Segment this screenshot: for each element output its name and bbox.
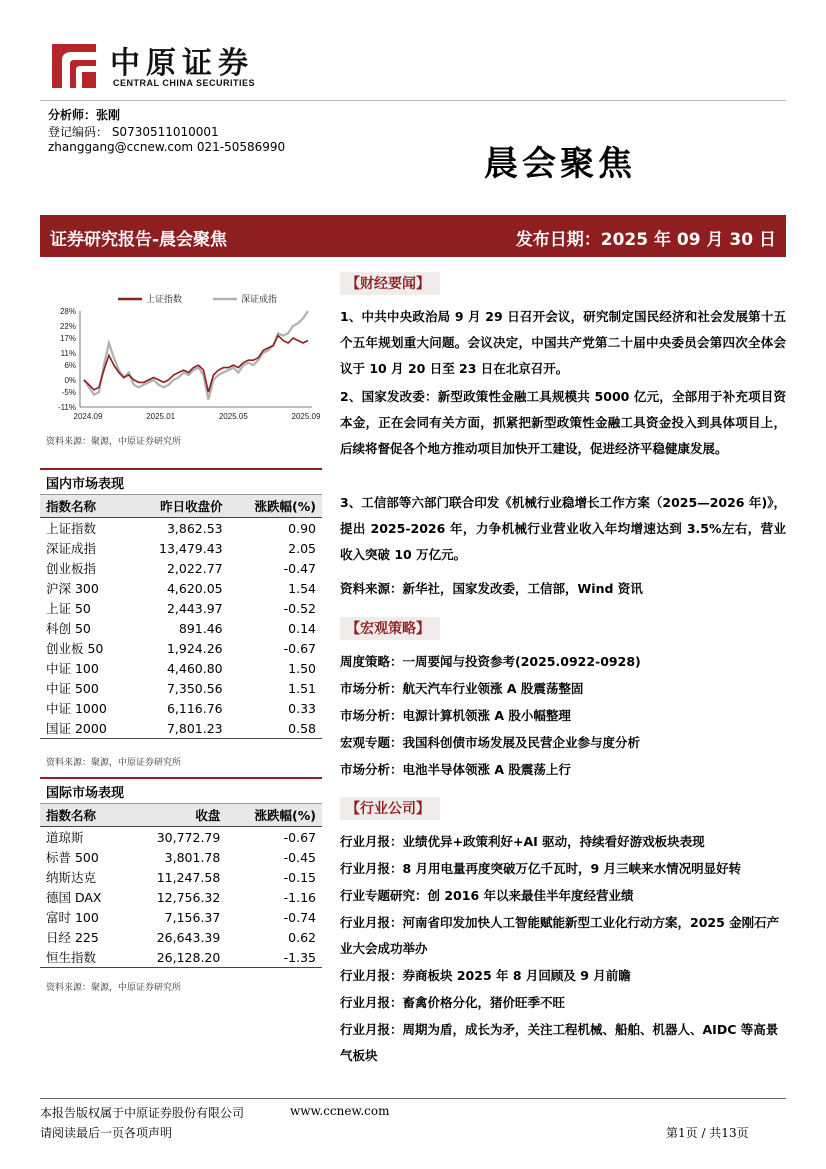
y-tick-label: 0%: [64, 375, 76, 385]
y-tick-label: 22%: [59, 321, 76, 331]
change-pct: 2.05: [288, 540, 316, 556]
index-name: 中证 500: [46, 681, 99, 696]
macro-item[interactable]: 宏观专题：我国科创债市场发展及民营企业参与度分析: [340, 735, 641, 750]
international-table-row: [40, 887, 322, 907]
change-pct: 0.14: [288, 620, 316, 636]
change-pct: -0.52: [283, 600, 316, 616]
legend-label: 深证成指: [241, 295, 278, 305]
report-type: 证券研究报告-晨会聚焦: [50, 230, 228, 250]
industry-company-heading: 【行业公司】: [340, 797, 440, 820]
analyst-name: 分析师：张刚: [48, 108, 121, 122]
y-tick-label: 17%: [59, 334, 76, 344]
close-value: 7,350.56: [166, 680, 223, 696]
company-logo-icon: [50, 40, 100, 90]
news-source: 资料来源：新华社，国家发改委，工信部，Wind 资讯: [340, 581, 643, 596]
macro-item[interactable]: 市场分析：电池半导体领涨 A 股震荡上行: [340, 762, 571, 777]
close-value: 12,756.32: [156, 889, 221, 905]
index-name: 沪深 300: [46, 581, 99, 596]
legend-label: 上证指数: [146, 295, 183, 305]
index-name: 德国 DAX: [46, 890, 102, 905]
column-header: 涨跌幅(%): [226, 804, 322, 827]
finance-news-heading: 【财经要闻】: [340, 272, 440, 295]
publish-date: 发布日期：2025 年 09 月 30 日: [515, 230, 776, 250]
analyst-contact: zhanggang@ccnew.com 021-50586990: [48, 140, 286, 154]
close-value: 4,460.80: [166, 660, 223, 676]
international-source: 资料来源：聚源，中原证券研究所: [46, 983, 182, 993]
footer-disclaimer: 请阅读最后一页各项声明: [40, 1126, 173, 1140]
index-name: 富时 100: [46, 910, 99, 925]
index-name: 创业板指: [46, 561, 97, 576]
industry-item[interactable]: 行业月报：业绩优异+政策利好+AI 驱动，持续看好游戏板块表现: [340, 834, 705, 849]
news-paragraph-2: 2、国家发改委：新型政策性金融工具规模共 5000 亿元，全部用于补充项目资本金，正在会同有关方面，抓紧把新型政策性金融工具资金投入到具体项目上，后续将督促各个地方推动项目加快开工建设，促进经济平稳健康发展。: [340, 389, 786, 456]
index-name: 深证成指: [46, 541, 97, 556]
international-table-row: [40, 847, 322, 867]
close-value: 13,479.43: [159, 540, 223, 556]
index-name: 国证 2000: [40, 718, 133, 739]
index-name: 纳斯达克: [46, 870, 97, 885]
domestic-market-table: [40, 468, 322, 739]
close-value: 2,443.97: [166, 600, 223, 616]
domestic-table-caption: 国内市场表现: [40, 469, 322, 495]
report-banner: [40, 215, 786, 257]
footer-url[interactable]: www.ccnew.com: [290, 1104, 390, 1118]
domestic-table-row: [40, 698, 322, 718]
domestic-table-row: [40, 678, 322, 698]
change-pct: -0.74: [283, 909, 316, 925]
industry-item[interactable]: 行业月报：券商板块 2025 年 8 月回顾及 9 月前瞻: [340, 968, 631, 983]
index-name: 上证 50: [46, 601, 91, 616]
index-name: 科创 50: [46, 621, 91, 636]
close-value: 7,156.37: [164, 909, 221, 925]
index-name: 标普 500: [46, 850, 99, 865]
y-tick-label: 11%: [60, 348, 76, 358]
close-value: 1,924.26: [166, 640, 223, 656]
change-pct: -0.15: [283, 869, 316, 885]
change-pct: 0.90: [288, 520, 316, 536]
change-pct: -1.16: [283, 889, 316, 905]
industry-item[interactable]: 行业月报：8 月用电量再度突破万亿千瓦时，9 月三峡来水情况明显好转: [340, 861, 742, 876]
x-tick-label: 2024.09: [73, 412, 103, 421]
change-pct: 0.62: [288, 929, 316, 945]
index-name: 日经 225: [46, 930, 99, 945]
index-name: 中证 1000: [46, 701, 107, 716]
close-value: 3,862.53: [166, 520, 223, 536]
x-tick-label: 2025.01: [146, 412, 176, 421]
close-value: 11,247.58: [156, 869, 221, 885]
change-pct: -0.47: [283, 560, 316, 576]
macro-item[interactable]: 周度策略：一周要闻与投资参考(2025.0922-0928): [340, 654, 641, 669]
registration-code: 登记编码： S0730511010001: [48, 125, 219, 139]
close-value: 7,801.23: [133, 718, 229, 739]
domestic-table-row: [40, 718, 322, 739]
column-header: 指数名称: [40, 804, 128, 827]
domestic-table-row: [40, 538, 322, 558]
domestic-table-row: [40, 618, 322, 638]
close-value: 891.46: [178, 620, 223, 636]
change-pct: 0.33: [288, 700, 316, 716]
domestic-table-row: [40, 578, 322, 598]
close-value: 6,116.76: [166, 700, 223, 716]
international-market-table: [40, 777, 322, 968]
close-value: 2,022.77: [166, 560, 223, 576]
y-tick-label: 28%: [59, 307, 76, 316]
macro-strategy-heading: 【宏观策略】: [340, 617, 440, 640]
industry-item[interactable]: 行业月报：周期为盾，成长为矛，关注工程机械、船舶、机器人、AIDC 等高景气板块: [340, 1022, 779, 1063]
column-header: 涨跌幅(%): [229, 495, 322, 518]
macro-item[interactable]: 市场分析：电源计算机领涨 A 股小幅整理: [340, 708, 571, 723]
column-header: 指数名称: [40, 495, 133, 518]
close-value: 26,128.20: [128, 947, 226, 968]
y-tick-label: -5%: [61, 388, 76, 398]
change-pct: -1.35: [226, 947, 322, 968]
domestic-source: 资料来源：聚源，中原证券研究所: [46, 758, 182, 768]
change-pct: 1.51: [288, 680, 316, 696]
domestic-table-header: [40, 495, 322, 518]
index-name: 道琼斯: [46, 830, 84, 845]
column-header: 昨日收盘价: [133, 495, 229, 518]
x-tick-label: 2025.05: [218, 412, 248, 421]
footer-copyright: 本报告版权属于中原证券股份有限公司: [40, 1106, 245, 1120]
change-pct: -0.67: [283, 640, 316, 656]
index-name: 恒生指数: [40, 947, 128, 968]
domestic-table-row: [40, 638, 322, 658]
chart-background: [40, 285, 322, 430]
index-name: 中证 100: [46, 661, 99, 676]
close-value: 4,620.05: [166, 580, 223, 596]
international-table-row: [40, 827, 322, 848]
domestic-table-row: [40, 558, 322, 578]
international-table-row: [40, 867, 322, 887]
close-value: 3,801.78: [164, 849, 221, 865]
index-name: 上证指数: [46, 521, 97, 536]
close-value: 26,643.39: [156, 929, 221, 945]
y-tick-label: 6%: [64, 361, 76, 371]
change-pct: -0.45: [283, 849, 316, 865]
header-divider: [40, 100, 786, 101]
industry-item[interactable]: 行业月报：河南省印发加快人工智能赋能新型工业化行动方案，2025 金刚石产业大会成功举办: [340, 915, 780, 956]
news-paragraph-1: 1、中共中央政治局 9 月 29 日召开会议，研究制定国民经济和社会发展第十五个五年规划重大问题。会议决定，中国共产党第二十届中央委员会第四次全体会议于 10 月 20 日至 23 日在北京召开。: [340, 309, 786, 376]
international-table-row: [40, 947, 322, 968]
index-name: 创业板 50: [46, 641, 104, 656]
close-value: 30,772.79: [156, 829, 221, 845]
industry-item[interactable]: 行业月报：畜禽价格分化，猪价旺季不旺: [340, 995, 566, 1010]
international-table-row: [40, 907, 322, 927]
logo-english-name: CENTRAL CHINA SECURITIES: [113, 78, 256, 88]
news-paragraph-3: 3、工信部等六部门联合印发《机械行业稳增长工作方案（2025—2026 年)》，提出 2025-2026 年，力争机械行业营业收入年均增速达到 3.5%左右，营业收入突破 10 万亿元。: [340, 495, 786, 562]
international-table-row: [40, 927, 322, 947]
domestic-table-row: [40, 598, 322, 618]
index-performance-chart: [40, 285, 322, 430]
page-number: 第1页 / 共13页: [666, 1126, 749, 1140]
x-tick-label: 2025.09: [291, 412, 321, 421]
international-table-caption: 国际市场表现: [40, 778, 322, 804]
domestic-table-row: [40, 658, 322, 678]
column-header: 收盘: [128, 804, 226, 827]
footer-divider: [40, 1098, 786, 1099]
change-pct: -0.67: [283, 829, 316, 845]
macro-item[interactable]: 市场分析：航天汽车行业领涨 A 股震荡整固: [340, 681, 584, 696]
change-pct: 0.58: [229, 718, 322, 739]
y-tick-label: -11%: [57, 403, 76, 412]
international-table-header: [40, 804, 322, 827]
logo-chinese-name: 中原证券: [110, 46, 254, 81]
change-pct: 1.50: [288, 660, 316, 676]
chart-source: 资料来源：聚源，中原证券研究所: [46, 437, 182, 447]
domestic-table-row: [40, 518, 322, 539]
report-title: 晨会聚焦: [484, 144, 636, 184]
change-pct: 1.54: [288, 580, 316, 596]
industry-item[interactable]: 行业专题研究：创 2016 年以来最佳半年度经营业绩: [340, 888, 634, 903]
